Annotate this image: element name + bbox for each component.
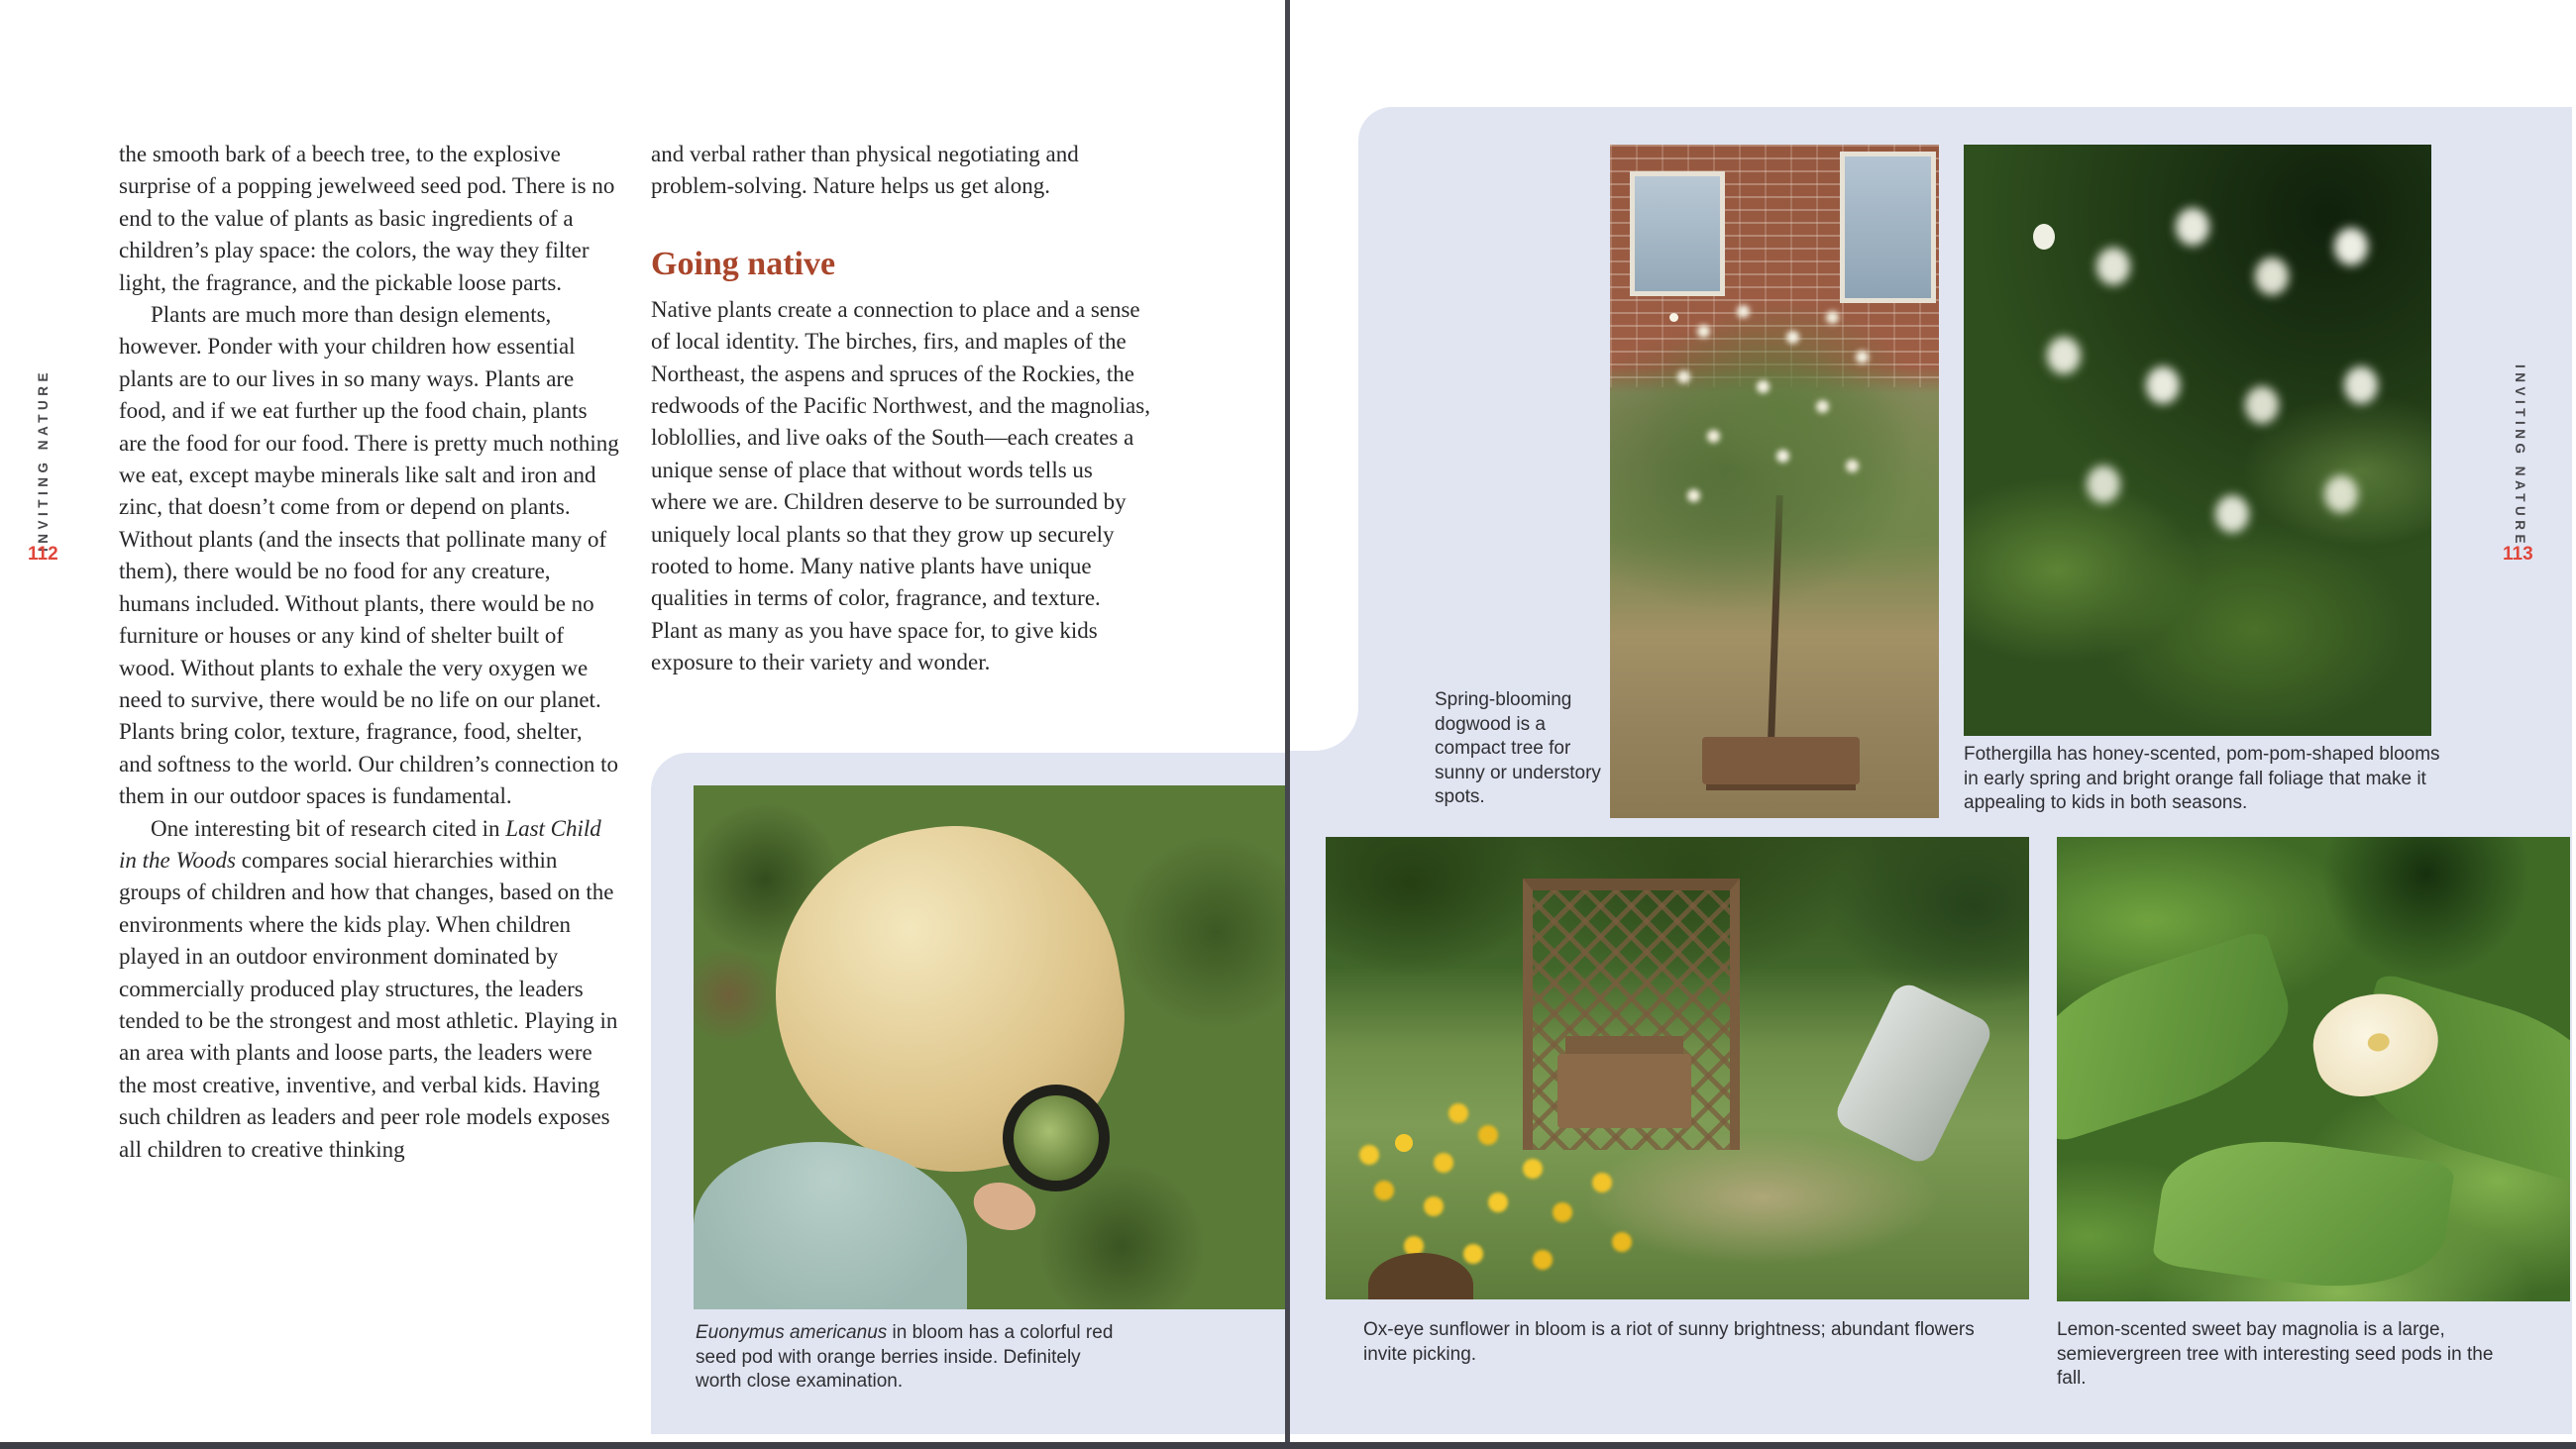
left-text-column (119, 139, 619, 1166)
paragraph: Native plants create a connection to place and a sense of local identity. The birches, firs, and maples of the Northeast, the aspens and spruces of the Rockies, the redwoods of the Pacific Northwest, and the magnolias, loblollies, and live oaks of the South—each creates a unique sense of place that without words tells us where we are. Children deserve to be surrounded by uniquely local plants so that they grow up securely rooted to home. Many native plants have unique qualities in terms of color, fragrance, and texture. Plant as many as you have space for, to give kids exposure to their variety and wonder. (651, 296, 1150, 675)
running-head-left: INVITING NATURE (36, 368, 51, 552)
paragraph (119, 813, 619, 1166)
playground-slide (1831, 979, 1994, 1166)
photo-caption-euonymus (696, 1321, 1131, 1395)
oxeye-sunflower-garden-photo (1326, 837, 2029, 1299)
page-number-right: 113 (2503, 544, 2533, 565)
paragraph: and verbal rather than physical negotiating and problem-solving. Nature helps us get along. (651, 142, 1079, 199)
yellow-flowers (1395, 1134, 1413, 1152)
magnifying-glass (1003, 1085, 1110, 1191)
running-head-right: INVITING NATURE (2513, 364, 2527, 548)
page-number-left: 112 (28, 544, 58, 565)
paragraph: Plants are much more than design elements, however. Ponder with your children how essential plants are to our lives in so many ways. Plants are food, and if we eat further up the food chain, plants are the food for our food. There is pretty much nothing we eat, except maybe minerals like salt and iron and zinc, that doesn’t come from or depend on plants. Without plants (and the insects that pollinate many of them), there would be no food for any creature, humans included. Without plants, there would be no furniture or houses or any kind of shelter built of wood. Without plants to exhale the very oxygen we need to survive, there would be no life on our planet. Plants bring color, texture, fragrance, food, shelter, and softness to the world. Our children’s connection to them in our outdoor spaces is fundamental. (119, 302, 619, 809)
magnolia-leaf (2151, 1124, 2455, 1301)
magnolia-leaf (2057, 929, 2308, 1144)
wooden-bench (1702, 737, 1860, 784)
paragraph: the smooth bark of a beech tree, to the explosive surprise of a popping jewelweed seed pod. There is no end to the value of plants as basic ingredients of a children’s play space: the colors, the way they filter light, the fragrance, and the pickable loose parts. (119, 142, 615, 295)
child-head (1368, 1253, 1474, 1299)
book-title-italic: Last Child in the Woods (119, 815, 601, 873)
pom-pom-blooms (2033, 224, 2055, 250)
photo-caption-dogwood: Spring-blooming dogwood is a compact tree for sunny or understory spots. (1435, 689, 1601, 807)
white-blooms (1669, 313, 1678, 322)
paragraph-text: One interesting bit of research cited in (151, 815, 506, 841)
right-text-column (651, 139, 1151, 679)
fothergilla-photo (1964, 145, 2431, 736)
species-name-italic: Euonymus americanus (696, 1322, 888, 1343)
photo-caption-oxeye: Ox-eye sunflower in bloom is a riot of sunny brightness; abundant flowers invite picking. (1363, 1319, 1975, 1365)
section-heading: Going native (651, 245, 836, 282)
sweet-bay-magnolia-photo (2057, 837, 2570, 1301)
photo-caption-fothergilla: Fothergilla has honey-scented, pom-pom-shaped blooms in early spring and bright orange fall foliage that make it appealing to kids in both seasons. (1964, 744, 2440, 813)
page-gutter-line (1285, 0, 1290, 1443)
photo-caption-magnolia: Lemon-scented sweet bay magnolia is a large, semievergreen tree with interesting seed pods in the fall. (2057, 1319, 2494, 1389)
paragraph-text: compares social hierarchies within groups of children and how that changes, based on the environments where the kids play. When children played in an outdoor environment dominated by commercially produced play structures, the leaders tended to be the strongest and most athletic. Playing in an area with plants and loose parts, the leaders were the most creative, inventive, and verbal kids. Having such children as leaders and peer role models exposes all children to creative thinking (119, 847, 618, 1162)
page-bottom-edge (0, 1442, 2576, 1449)
dogwood-tree-photo (1610, 145, 1939, 818)
garden-bench (1557, 1054, 1691, 1128)
tree-canopy (1610, 265, 1939, 636)
child-with-magnifier-photo (694, 785, 1288, 1309)
caption-text: in bloom has a colorful red seed pod with orange berries inside. Definitely worth close examination. (696, 1322, 1114, 1392)
